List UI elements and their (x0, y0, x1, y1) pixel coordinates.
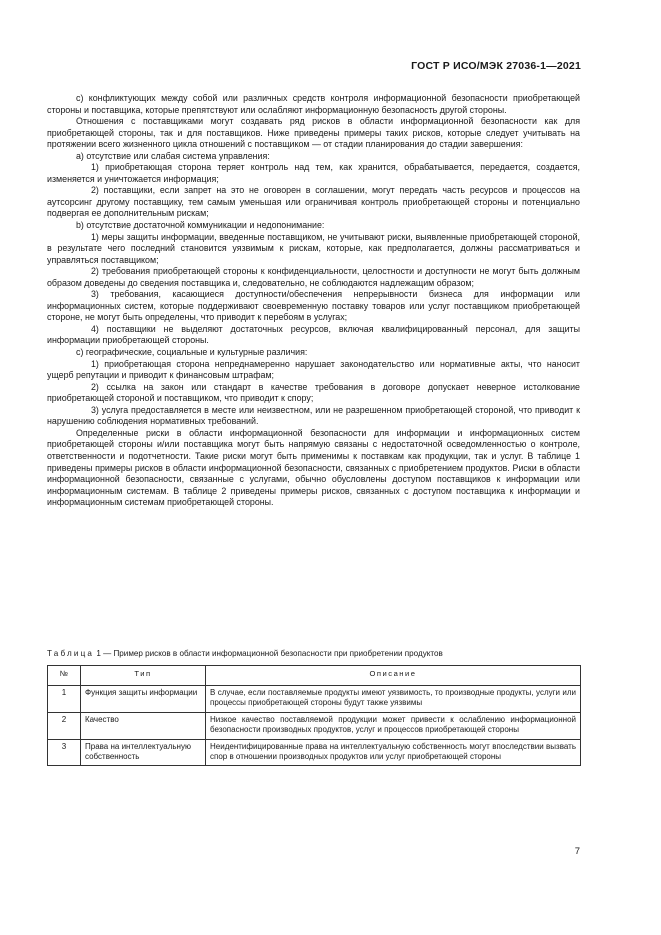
page-header: ГОСТ Р ИСО/МЭК 27036-1—2021 (411, 60, 581, 72)
cell-description: В случае, если поставляемые продукты имеют уязвимость, то производные продукты, услуги или процессы приобретающей стороны будут также уязвимы (206, 686, 581, 713)
cell-description: Неидентифицированные права на интеллектуальную собственность могут впоследствии вызвать спор в отношении производных продуктов или услуг приобретающей стороны (206, 739, 581, 766)
list-subitem: 1) приобретающая сторона теряет контроль над тем, как хранится, обрабатывается, передается, создается, изменяется и уничтожается информация; (47, 162, 580, 184)
column-header-description-label: Описание (369, 669, 417, 678)
page-number: 7 (574, 846, 580, 857)
cell-type: Права на интеллектуальную собственность (81, 739, 206, 766)
column-header-type-label: Тип (134, 669, 152, 678)
cell-type: Функция защиты информации (81, 686, 206, 713)
cell-number: 3 (48, 739, 81, 766)
table-caption (47, 648, 580, 659)
cell-description: Низкое качество поставляемой продукции может привести к ослаблению информационной безопасности производных продуктов, услуг и процессов приобретающей стороны (206, 712, 581, 739)
body-text (47, 93, 580, 509)
list-subitem: 3) услуга предоставляется в месте или неизвестном, или не разрешенном приобретающей стороной, что приводит к нарушению соблюдения нормативных требований. (47, 404, 580, 427)
table-row (48, 712, 581, 739)
table-row (48, 739, 581, 766)
column-header-description (206, 666, 581, 686)
column-header-type (81, 666, 206, 686)
list-subitem: 4) поставщики не выделяют достаточных ресурсов, включая квалифицированный персонал, для защиты информации приобретающей стороны. (47, 323, 580, 346)
cell-number: 1 (48, 686, 81, 713)
table-header-row (48, 666, 581, 686)
list-subitem: 2) требования приобретающей стороны к конфиденциальности, целостности и доступности не могут быть должным образом доведены до сведения поставщика и, следовательно, не соблюдаются надлежащим образом; (47, 266, 580, 288)
list-item: c) географические, социальные и культурные различия: (76, 347, 308, 358)
cell-type: Качество (81, 712, 206, 739)
paragraph: Отношения с поставщиками могут создавать ряд рисков в области информационной безопасности как для приобретающей стороны, так и для поставщиков. Ниже приведены примеры таких рисков, которые следует учитывать на протяжении всего жизненного цикла отношений с поставщиком — от стадии планирования до стадии завершения: (47, 116, 580, 150)
list-subitem: 1) приобретающая сторона непреднамеренно нарушает законодательство или нормативные акты, что наносит ущерб репутации и приводит к финансовым штрафам; (47, 358, 580, 381)
table-row (48, 686, 581, 713)
list-subitem: 3) требования, касающиеся доступности/обеспечения непрерывности бизнеса для информации или информационных систем, которые поддерживают своевременную поставку товаров или услуг поставщиком приобретающей стороне, не могут быть определены, что приводит к перебоям в услугах; (47, 289, 580, 323)
column-header-number: № (48, 666, 81, 686)
list-subitem: 2) ссылка на закон или стандарт в качестве требования в договоре допускает неверное истолкование приобретающей стороной и поставщиком, что приводит к спору; (47, 381, 580, 404)
list-subitem: 2) поставщики, если запрет на это не оговорен в соглашении, могут передать часть ресурсов и процессов на аутсорсинг другому поставщику, тем самым уменьшая или ограничивая контроль приобретающей стороны и потенциально подвергая ее дополнительным рискам; (47, 185, 580, 219)
list-item: b) отсутствие достаточной коммуникации и недопонимание: (76, 220, 325, 231)
paragraph: Определенные риски в области информационной безопасности для информации и информационных систем приобретающей стороны и/или поставщика могут быть напрямую связаны с недостаточной осведомленностью о контроле, ответственности и подотчетности. Такие риски могут быть применимы к поставкам как продукции, так и услуг. В таблице 1 приведены примеры рисков в области информационной безопасности, связанных с приобретением продуктов. Риски в области информационной безопасности, связанные с услугами, обычно обусловлены доступом поставщиков к информации или информационным системам. В таблице 2 приведены примеры рисков, связанных с доступом поставщика к информации и информационным системам приобретающей стороны. (47, 427, 580, 508)
risk-table (47, 665, 581, 766)
paragraph: c) конфликтующих между собой или различных средств контроля информационной безопасности приобретающей стороны и поставщика, которые препятствуют или ослабляют информационную безопасность другой стороны. (47, 93, 580, 115)
table-caption-label: Таблица (47, 649, 95, 658)
cell-number: 2 (48, 712, 81, 739)
list-subitem: 1) меры защиты информации, введенные поставщиком, не учитывают риски, выявленные приобретающей стороной, в результате чего последний становится уязвимым к рискам, которые, как предполагается, должны рассматриваться и управляться поставщиком; (47, 231, 580, 265)
table-caption-text: 1 — Пример рисков в области информационной безопасности при приобретении продуктов (96, 649, 443, 658)
list-item: a) отсутствие или слабая система управления: (76, 150, 270, 161)
